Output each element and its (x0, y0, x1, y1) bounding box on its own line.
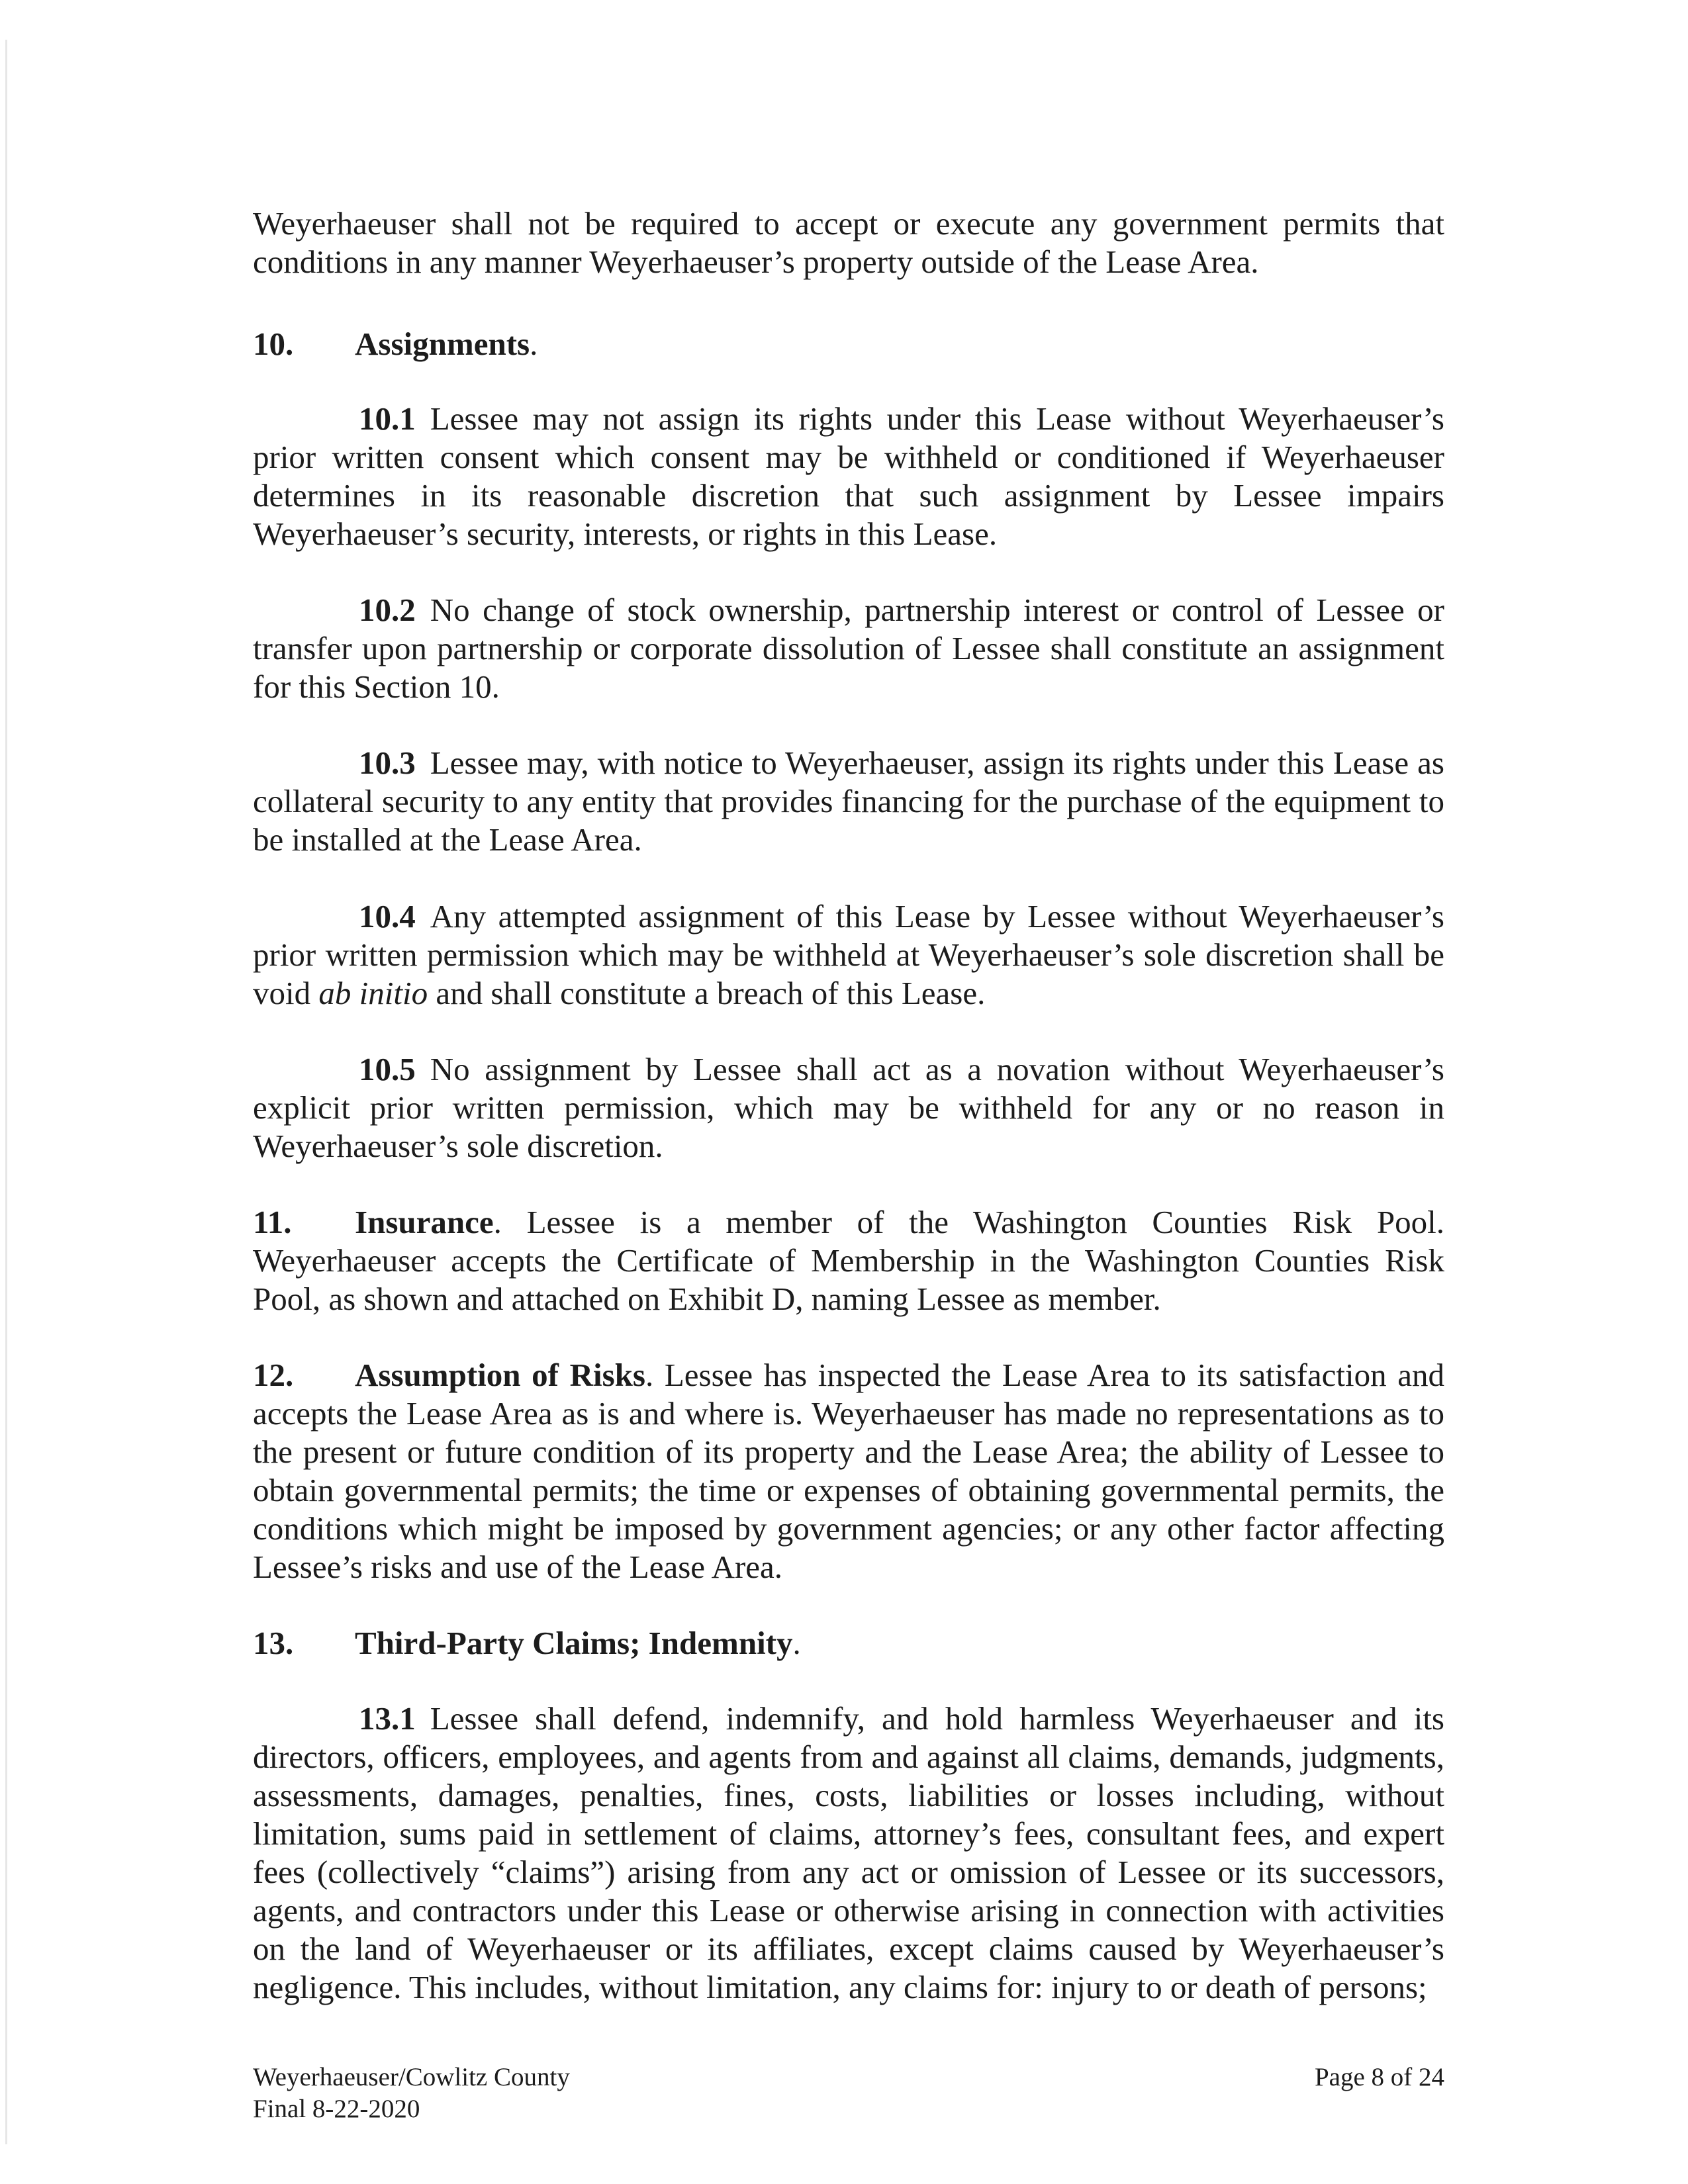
section-10-title-punct: . (530, 326, 538, 362)
section-11-text: . Lessee is a member of the Washington Counties Risk Pool. Weyerhaeuser accepts the Certificate of Membership in the Washington Counties Risk Pool, as shown and attached on Exhibit D, naming Lessee as member. (253, 1204, 1444, 1317)
footer-version: Final 8-22-2020 (253, 2095, 420, 2123)
section-11-number: 11. (253, 1204, 292, 1240)
section-13-heading (253, 1624, 801, 1662)
footer-right (1315, 2062, 1444, 2093)
clause-10-3-text: Lessee may, with notice to Weyerhaeuser, assign its rights under this Lease as collateral security to any entity that provides financing for the purchase of the equipment to be installed at the Lease Area. (253, 745, 1444, 858)
clause-10-2-text: No change of stock ownership, partnership interest or control of Lessee or transfer upon partnership or corporate dissolution of Lessee shall constitute an assignment for this Section 10. (253, 592, 1444, 705)
intro-text: Weyerhaeuser shall not be required to accept or execute any government permits that conditions in any manner Weyerhaeuser’s property outside of the Lease Area. (253, 205, 1444, 280)
clause-10-4 (253, 897, 1444, 1013)
section-13-title: Third-Party Claims; Indemnity (355, 1625, 793, 1661)
intro-paragraph (253, 205, 1444, 281)
section-10-heading (253, 325, 538, 363)
section-12-number: 12. (253, 1357, 294, 1393)
clause-10-1-number: 10.1 (359, 400, 416, 437)
clause-10-4-text-after: and shall constitute a breach of this Lease. (428, 975, 986, 1011)
clause-10-3 (253, 744, 1444, 859)
clause-10-5-number: 10.5 (359, 1051, 416, 1087)
section-12-paragraph (253, 1356, 1444, 1586)
clause-13-1 (253, 1700, 1444, 2007)
clause-10-5 (253, 1050, 1444, 1165)
footer-left (253, 2062, 570, 2125)
section-12-title: Assumption of Risks (355, 1357, 645, 1393)
clause-13-1-number: 13.1 (359, 1700, 416, 1737)
section-12-text: . Lessee has inspected the Lease Area to its satisfaction and accepts the Lease Area as is and where is. Weyerhaeuser has made no representations as to the present or future condition of its property and the Lease Area; the ability of Lessee to obtain governmental permits; the time or expenses of obtaining governmental permits, the conditions which might be imposed by government agencies; or any other factor affecting Lessee’s risks and use of the Lease Area. (253, 1357, 1445, 1585)
clause-10-4-number: 10.4 (359, 898, 416, 934)
section-13-number: 13. (253, 1625, 294, 1661)
clause-13-1-text: Lessee shall defend, indemnify, and hold harmless Weyerhaeuser and its directors, officers, employees, and agents from and against all claims, demands, judgments, assessments, damages, penalties, fines, costs, liabilities or losses including, without limitation, sums paid in settlement of claims, attorney’s fees, consultant fees, and expert fees (collectively “claims”) arising from any act or omission of Lessee or its successors, agents, and contractors under this Lease or otherwise arising in connection with activities on the land of Weyerhaeuser or its affiliates, except claims caused by Weyerhaeuser’s negligence. This includes, without limitation, any claims for: injury to or death of persons; (253, 1700, 1444, 2005)
section-11-title: Insurance (355, 1204, 494, 1240)
section-10-number: 10. (253, 326, 294, 362)
clause-10-1-text: Lessee may not assign its rights under this Lease without Weyerhaeuser’s prior written consent which consent may be withheld or conditioned if Weyerhaeuser determines in its reasonable discretion that such assignment by Lessee impairs Weyerhaeuser’s security, interests, or rights in this Lease. (253, 400, 1444, 552)
clause-10-3-number: 10.3 (359, 745, 416, 781)
clause-10-4-text-before: Any attempted assignment of this Lease by Lessee without Weyerhaeuser’s prior written permission which may be withheld at Weyerhaeuser’s sole discretion shall be void (253, 898, 1444, 1011)
scan-edge (5, 40, 7, 2144)
clause-10-4-latin: ab initio (318, 975, 428, 1011)
footer-document-name: Weyerhaeuser/Cowlitz County (253, 2063, 570, 2091)
clause-10-2-number: 10.2 (359, 592, 416, 628)
section-11-paragraph (253, 1203, 1444, 1318)
clause-10-2 (253, 591, 1444, 706)
section-10-title: Assignments (355, 326, 530, 362)
clause-10-5-text: No assignment by Lessee shall act as a novation without Weyerhaeuser’s explicit prior written permission, which may be withheld for any or no reason in Weyerhaeuser’s sole discretion. (253, 1051, 1444, 1164)
section-13-title-punct: . (792, 1625, 801, 1661)
page-number: Page 8 of 24 (1314, 2063, 1444, 2091)
clause-10-1 (253, 400, 1444, 553)
